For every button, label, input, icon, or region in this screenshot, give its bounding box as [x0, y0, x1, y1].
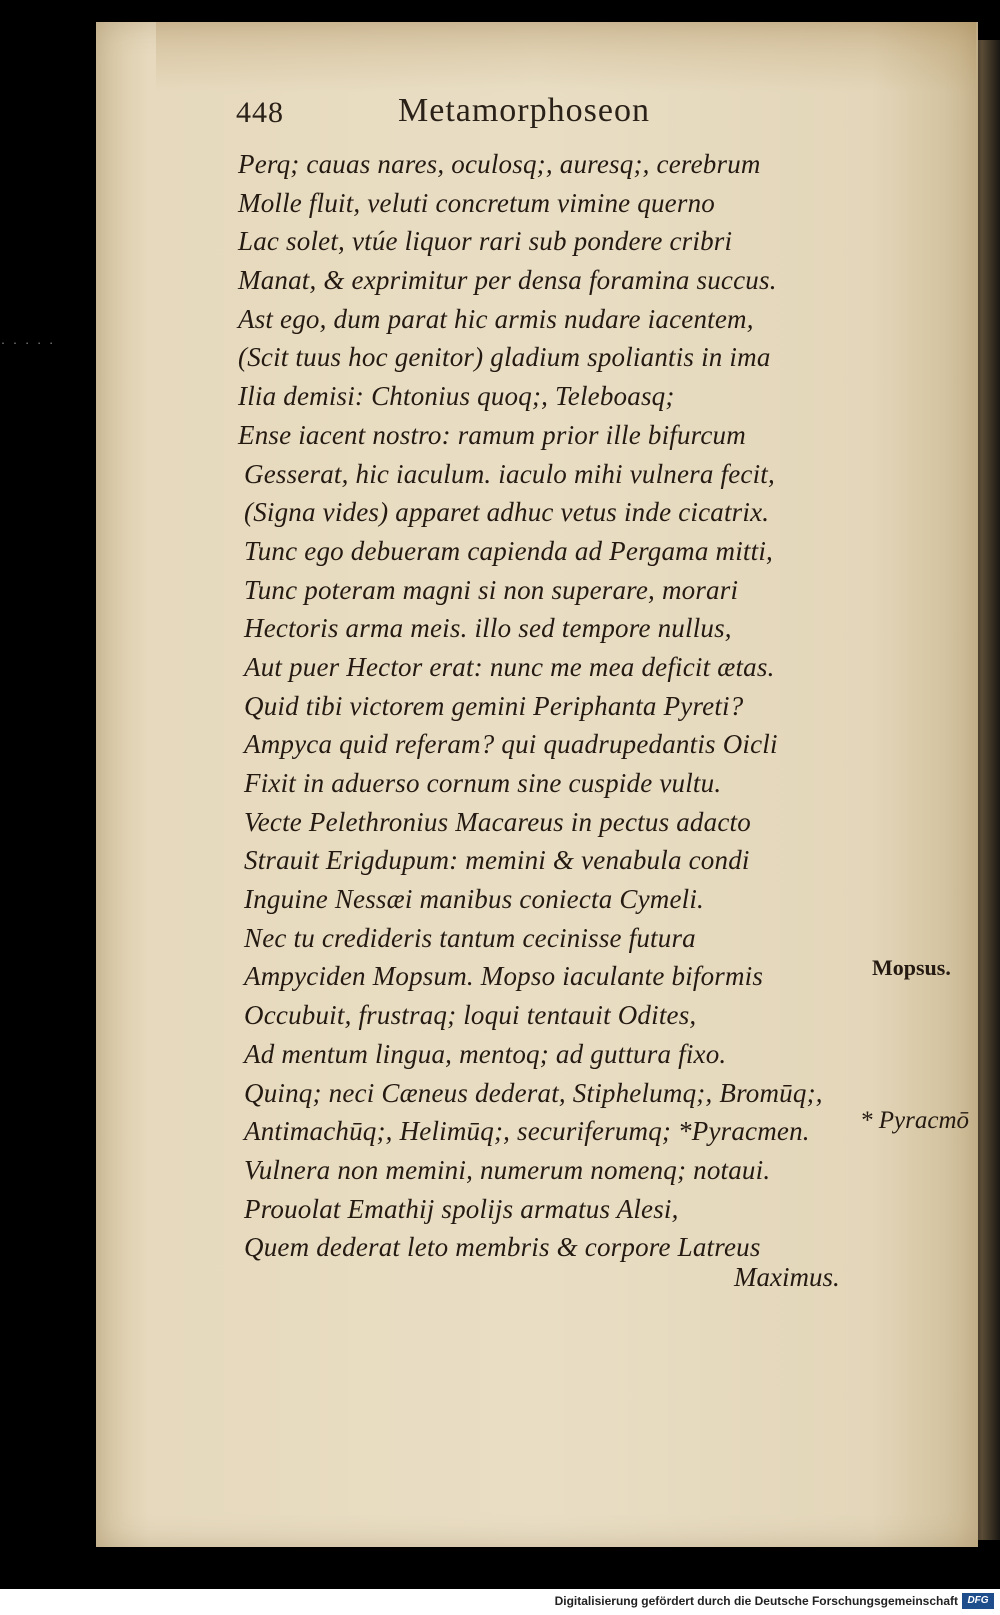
verse-line: Antimachūq;, Helimūq;, securiferumq; *Pyracmen.: [244, 1116, 810, 1147]
verse-line: Quid tibi victorem gemini Periphanta Pyreti?: [244, 690, 744, 721]
funding-notice: Digitalisierung gefördert durch die Deutsche Forschungsgemeinschaft: [554, 1594, 958, 1608]
verse-line: Vulnera non memini, numerum nomenq; notaui.: [244, 1154, 771, 1185]
verse-line: Ast ego, dum parat hic armis nudare iacentem,: [238, 303, 754, 334]
verse-line: Occubuit, frustraq; loqui tentauit Odites,: [244, 1000, 697, 1031]
verse-line: Quinq; neci Cæneus dederat, Stiphelumq;, Bromūq;,: [244, 1077, 823, 1108]
verse-line: Tunc ego debueram capienda ad Pergama mitti,: [244, 535, 773, 566]
verse-line: Ampyca quid referam? qui quadrupedantis Oicli: [244, 729, 778, 760]
verse-line: Quem dederat leto membris & corpore Latreus: [244, 1232, 761, 1263]
verse-line: Ilia demisi: Chtonius quoq;, Teleboasq;: [238, 381, 675, 412]
page-stain: [156, 22, 976, 92]
margin-dots: . . . . .: [0, 336, 55, 347]
verse-line: Gesserat, hic iaculum. iaculo mihi vulnera fecit,: [244, 458, 775, 489]
footer-bar: [0, 1589, 1000, 1615]
verse-line: Vecte Pelethronius Macareus in pectus adacto: [244, 806, 751, 837]
verse-line: Ense iacent nostro: ramum prior ille bifurcum: [238, 419, 746, 450]
verse-line: Manat, & exprimitur per densa foramina succus.: [238, 265, 777, 296]
verse-line: (Signa vides) apparet adhuc vetus inde cicatrix.: [244, 497, 770, 528]
verse-line: Hectoris arma meis. illo sed tempore nullus,: [244, 613, 732, 644]
running-head: Metamorphoseon: [398, 92, 650, 129]
verse-line: Ampyciden Mopsum. Mopso iaculante biformis: [244, 961, 764, 992]
verse-line: Inguine Nessæi manibus coniecta Cymeli.: [244, 884, 704, 915]
verse-line: Fixit in aduerso cornum sine cuspide vultu.: [244, 768, 722, 798]
verse-line: Aut puer Hector erat: nunc me mea deficit ætas.: [244, 651, 775, 682]
verse-line: Ad mentum lingua, mentoq; ad guttura fixo.: [244, 1038, 727, 1069]
verse-line: Nec tu credideris tantum cecinisse futura: [244, 922, 696, 953]
margin-note-mopsus: Mopsus.: [872, 955, 951, 980]
catchword: Maximus.: [734, 1262, 840, 1292]
verse-text: [238, 145, 878, 1267]
verse-line: Molle fluit, veluti concretum vimine querno: [238, 187, 715, 218]
verse-line: (Scit tuus hoc genitor) gladium spoliantis in ima: [238, 342, 771, 373]
margin-note-pyracmo: * Pyracmō: [860, 1107, 969, 1134]
verse-line: Prouolat Emathij spolijs armatus Alesi,: [244, 1193, 679, 1224]
verse-line: Strauit Erigdupum: memini & venabula condi: [244, 845, 750, 876]
verse-line: Perq; cauas nares, oculosq;, auresq;, cerebrum: [238, 149, 761, 179]
dfg-logo-icon: DFG: [962, 1593, 994, 1609]
page-number: 448: [236, 96, 284, 129]
verse-line: Tunc poteram magni si non superare, morari: [244, 574, 739, 605]
verse-line: Lac solet, vtúe liquor rari sub pondere cribri: [238, 226, 733, 257]
